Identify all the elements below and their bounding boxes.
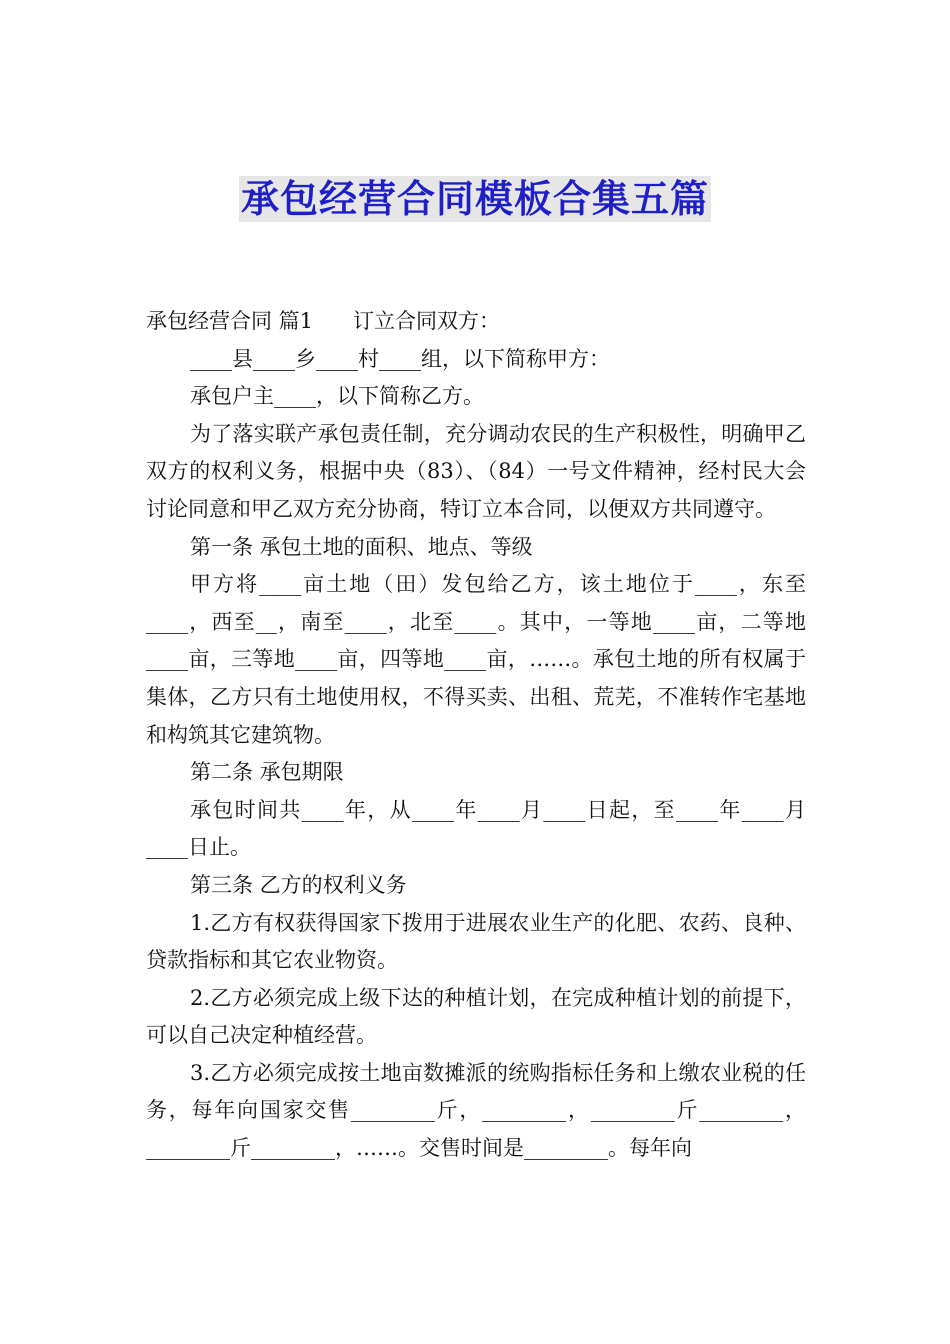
article-2-body: 承包时间共____年，从____年____月____日起，至____年____月____日止。 <box>146 797 806 860</box>
paragraph-preamble: 为了落实联产承包责任制，充分调动农民的生产积极性，明确甲乙双方的权利义务，根据中央（83）、（84）一号文件精神，经村民大会讨论同意和甲乙双方充分协商，特订立本合同，以便双方共同遵守。 <box>146 421 806 521</box>
article-3-item-1: 1.乙方有权获得国家下拨用于进展农业生产的化肥、农药、良种、贷款指标和其它农业物资。 <box>146 910 806 973</box>
paragraph-party-a: ____县____乡____村____组，以下简称甲方： <box>190 346 610 371</box>
contract-heading-label: 承包经营合同 篇1 <box>146 309 314 333</box>
article-3-heading: 第三条 乙方的权利义务 <box>190 872 407 897</box>
article-3-item-3: 3.乙方必须完成按土地亩数摊派的统购指标任务和上缴农业税的任务，每年向国家交售________斤，________，________斤________，________斤________，……。交售时间是________。每年向 <box>146 1060 806 1161</box>
paragraph-party-b: 承包户主____，以下简称乙方。 <box>190 384 484 409</box>
document-title: 承包经营合同模板合集五篇 <box>240 177 709 221</box>
contract-parties-label: 订立合同双方： <box>353 309 501 333</box>
article-1-heading: 第一条 承包土地的面积、地点、等级 <box>190 534 533 559</box>
title-container <box>0 176 950 222</box>
contract-heading <box>146 303 806 341</box>
article-1-body: 甲方将____亩土地（田）发包给乙方，该土地位于____，东至____，西至__，南至____，北至____。其中，一等地____亩，二等地____亩，三等地____亩，四等地____亩，……。承包土地的所有权属于集体，乙方只有土地使用权，不得买卖、出租、荒芜，不准转作宅基地和构筑其它建筑物。 <box>146 572 806 747</box>
article-2-heading: 第二条 承包期限 <box>190 760 344 785</box>
article-3-item-2: 2.乙方必须完成上级下达的种植计划，在完成种植计划的前提下，可以自己决定种植经营。 <box>146 985 806 1048</box>
document-body <box>146 303 806 1168</box>
